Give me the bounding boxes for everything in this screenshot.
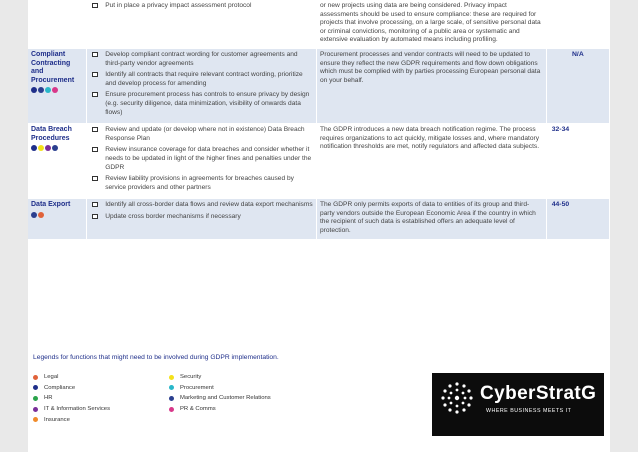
action-text: Review insurance coverage for data breaches and consider whether it needs to be updated in light of the higher fines and penalties under the GDPR: [105, 146, 312, 171]
marketing-dot-icon: [52, 145, 58, 151]
action-text: Ensure procurement process has controls to ensure privacy by design (e.g. security diligence, data minimization, visibility of onwards data flows): [105, 91, 310, 116]
legend-item: [169, 372, 271, 383]
checkbox-icon[interactable]: [92, 72, 98, 77]
checkbox-icon[interactable]: [92, 3, 98, 8]
function-dots: [31, 212, 83, 219]
action-item: [90, 126, 313, 143]
action-item: [90, 201, 313, 210]
action-item: [90, 71, 313, 88]
brand-name: CyberStratG: [480, 383, 597, 404]
pr-comms-dot-icon: [169, 407, 174, 412]
security-dot-icon: [169, 375, 174, 380]
legend-column: [169, 372, 271, 414]
checkbox-icon[interactable]: [92, 214, 98, 219]
legend-label: Marketing and Customer Relations: [180, 395, 271, 402]
action-item: [90, 2, 313, 11]
checkbox-icon[interactable]: [92, 52, 98, 57]
function-legend: [33, 372, 413, 436]
description-text: Procurement processes and vendor contracts will need to be updated to ensure they reflect the new GDPR requirements and flow down obligations which must be complied with by parties processing European personal data on your behalf.: [319, 50, 541, 84]
action-item: [90, 213, 313, 222]
legend-column: [33, 372, 110, 425]
description-cell: [316, 199, 546, 239]
legend-item: [169, 383, 271, 394]
action-text: Review and update (or develop where not in existence) Data Breach Response Plan: [105, 126, 305, 142]
category-cell: [28, 48, 87, 123]
page-ref: 32-34: [551, 126, 570, 134]
page-ref-cell: [546, 124, 609, 199]
it-dot-icon: [33, 407, 38, 412]
page-ref-cell: [546, 48, 609, 123]
function-dots: [31, 87, 83, 94]
pr-comms-dot-icon: [52, 87, 58, 93]
actions-cell: [87, 124, 317, 199]
action-text: Identify all cross-border data flows and review data export mechanisms: [105, 201, 313, 209]
actions-cell: [87, 48, 317, 123]
legend-label: Procurement: [180, 384, 214, 391]
function-dots: [31, 145, 83, 152]
checkbox-icon[interactable]: [92, 202, 98, 207]
category-title: Compliant Contracting and Procurement: [31, 50, 75, 84]
marketing-dot-icon: [169, 396, 174, 401]
brand-mark-icon: [440, 381, 474, 415]
hr-dot-icon: [33, 396, 38, 401]
description-cell: [316, 0, 546, 48]
legend-item: [33, 414, 110, 425]
legend-label: IT & Information Services: [44, 406, 111, 413]
brand-tagline: WHERE BUSINESS MEETS IT: [486, 408, 572, 414]
action-item: [90, 51, 313, 68]
description-cell: [316, 124, 546, 199]
page-ref: 44-50: [551, 201, 570, 209]
legend-item: [33, 404, 110, 415]
legend-label: HR: [44, 395, 53, 402]
procurement-dot-icon: [45, 87, 51, 93]
table-row: [28, 48, 610, 123]
legend-label: PR & Comms: [180, 406, 216, 413]
description-text: or new projects using data are being considered. Privacy impact assessments should be used to ensure compliance: these are required for projects that involve processing, on a large scale, of sensitive personal data or criminal convictions, monitoring of a public area or systematic and extensive evaluation by automated means including profiling.: [319, 2, 541, 44]
action-text: Review liability provisions in agreements for breaches caused by service providers and other partners: [105, 175, 294, 191]
compliance-dot-icon: [33, 385, 38, 390]
legend-title: Legends for functions that might need to be involved during GDPR implementation.: [33, 354, 279, 361]
legend-item: [169, 393, 271, 404]
legend-label: Legal: [44, 374, 59, 381]
legend-item: [169, 404, 271, 415]
page-ref: N/A: [572, 50, 584, 58]
action-text: Update cross border mechanisms if necessary: [105, 212, 241, 220]
legal-dot-icon: [33, 375, 38, 380]
action-text: Develop compliant contract wording for customer agreements and third-party vendor agreements: [105, 50, 298, 67]
page-ref-cell: [546, 199, 609, 239]
gdpr-checklist-table: [28, 0, 610, 240]
actions-cell: [87, 0, 317, 48]
checkbox-icon[interactable]: [92, 92, 98, 97]
description-text: The GDPR only permits exports of data to entities of its group and third-party vendors outside the European Economic Area if the country in which the recipient of such data is established offers an adequate level of protection.: [319, 201, 536, 235]
legend-item: [33, 383, 110, 394]
legal-dot-icon: [38, 212, 44, 218]
table-row: [28, 124, 610, 199]
it-dot-icon: [45, 145, 51, 151]
legend-item: [33, 372, 110, 383]
table-row: [28, 0, 610, 48]
category-cell: [28, 199, 87, 239]
category-title: Data Breach Procedures: [31, 126, 72, 142]
legend-label: Security: [180, 374, 202, 381]
security-dot-icon: [38, 145, 44, 151]
category-cell: [28, 0, 87, 48]
action-text: Put in place a privacy impact assessment protocol: [105, 2, 252, 9]
insurance-dot-icon: [33, 417, 38, 422]
checkbox-icon[interactable]: [92, 176, 98, 181]
checkbox-icon[interactable]: [92, 147, 98, 152]
marketing-dot-icon: [38, 87, 44, 93]
legend-label: Insurance: [44, 416, 70, 423]
page-sheet: [28, 0, 610, 452]
legend-label: Compliance: [44, 384, 76, 391]
procurement-dot-icon: [169, 385, 174, 390]
description-text: The GDPR introduces a new data breach notification regime. The process requires organizations to act quickly, mitigate losses and, where mandatory notification thresholds are met, notify regulators and affected data subjects.: [319, 126, 540, 151]
action-item: [90, 175, 313, 192]
compliance-dot-icon: [31, 145, 37, 151]
category-cell: [28, 124, 87, 199]
checkbox-icon[interactable]: [92, 127, 98, 132]
actions-cell: [87, 199, 317, 239]
legend-item: [33, 393, 110, 404]
page-ref-cell: [546, 0, 609, 48]
action-item: [90, 146, 313, 172]
action-item: [90, 91, 313, 117]
action-text: Identify all contracts that require relevant contract wording, prioritize and develop process for amending: [105, 71, 303, 87]
cyberstratg-logo: [432, 373, 604, 436]
marketing-dot-icon: [31, 212, 37, 218]
category-title: Data Export: [31, 201, 71, 209]
compliance-dot-icon: [31, 87, 37, 93]
description-cell: [316, 48, 546, 123]
table-row: [28, 199, 610, 239]
